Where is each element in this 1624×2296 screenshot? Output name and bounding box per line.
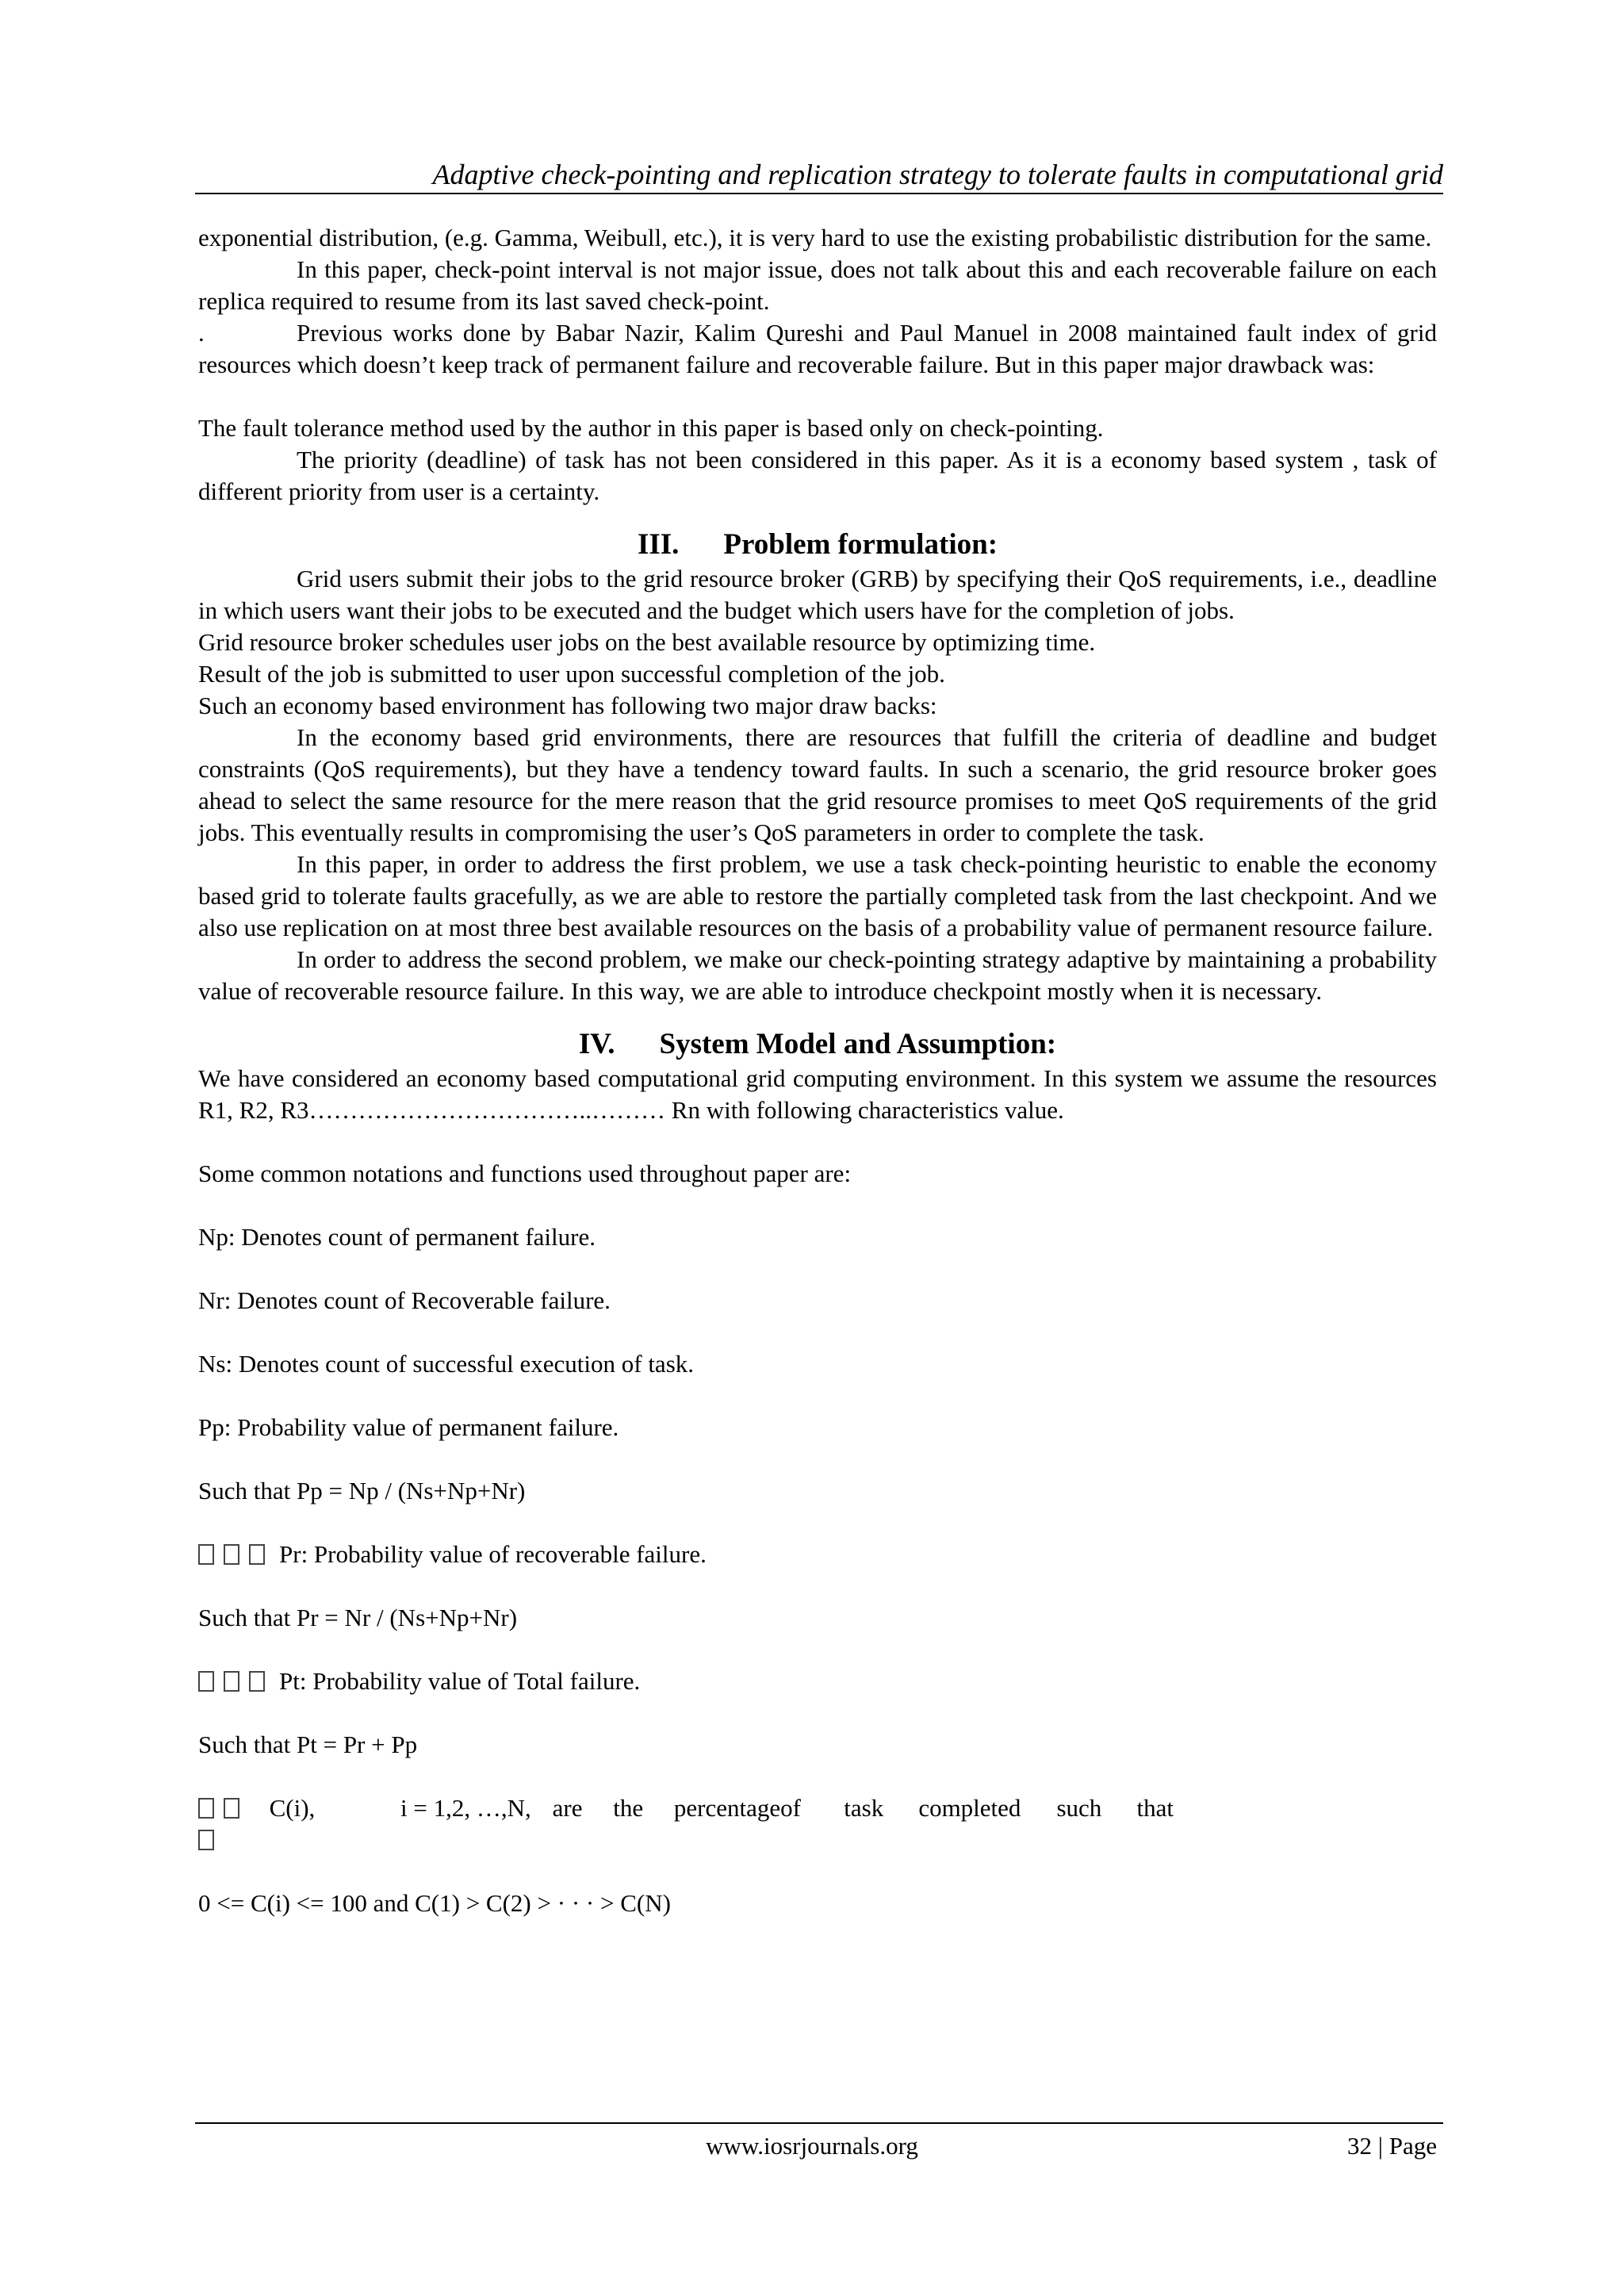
equation-ci-range: 0 <= C(i) <= 100 and C(1) > C(2) > · · · > C(N) xyxy=(198,1889,671,1917)
paragraph-grid-users: Grid users submit their jobs to the grid resource broker (GRB) by specifying their QoS requirements, i.e., deadline in which users want their jobs to be executed and the budget which users have for the completion of jobs. xyxy=(198,565,1437,624)
paragraph-second-problem: In order to address the second problem, we make our check-pointing strategy adaptive by maintaining a probability value of recoverable resource failure. In this way, we are able to introduce checkpoint mostly when it is necessary. xyxy=(198,945,1437,1005)
equation-pt: Such that Pt = Pr + Pp xyxy=(198,1731,418,1758)
notation-nr: Nr: Denotes count of Recoverable failure. xyxy=(198,1286,611,1314)
section-gap xyxy=(198,1007,1437,1026)
notation-pr-text: Pr: Probability value of recoverable failure. xyxy=(279,1540,707,1568)
ci-word: that xyxy=(1136,1794,1174,1822)
equation-pr: Such that Pr = Nr / (Ns+Np+Nr) xyxy=(198,1604,518,1631)
notation-pr xyxy=(198,1539,1437,1570)
blank-line xyxy=(198,1570,1437,1602)
section-title: System Model and Assumption: xyxy=(659,1028,1057,1060)
ci-word: C(i), xyxy=(269,1794,316,1822)
blank-line xyxy=(198,1761,1437,1792)
ci-word: the xyxy=(613,1794,644,1822)
paragraph-result: Result of the job is submitted to user upon successful completion of the job. xyxy=(198,660,945,688)
section-heading-problem xyxy=(198,527,1437,563)
notation-np: Np: Denotes count of permanent failure. xyxy=(198,1223,596,1251)
paragraph-grb-schedules: Grid resource broker schedules user jobs on the best available resource by optimizing time. xyxy=(198,628,1096,656)
paragraph-notations-intro: Some common notations and functions used throughout paper are: xyxy=(198,1159,852,1187)
notation-ci xyxy=(198,1792,1174,1856)
blank-line xyxy=(198,1634,1437,1665)
ci-word: task xyxy=(844,1794,884,1822)
ci-word: are xyxy=(552,1794,583,1822)
ci-word: such xyxy=(1056,1794,1102,1822)
notation-ns: Ns: Denotes count of successful execution of task. xyxy=(198,1350,695,1378)
missing-glyph-icon xyxy=(198,1539,274,1570)
running-header: Adaptive check-pointing and replication strategy to tolerate faults in computational grid xyxy=(432,159,1443,190)
notation-pt-text: Pt: Probability value of Total failure. xyxy=(279,1667,641,1695)
section-heading-system-model xyxy=(198,1026,1437,1063)
blank-line xyxy=(198,381,1437,412)
section-number: III. xyxy=(637,528,680,561)
ci-word: completed xyxy=(918,1794,1021,1822)
footer-url: www.iosrjournals.org xyxy=(706,2132,918,2160)
missing-glyph-icon xyxy=(198,1665,274,1697)
blank-line xyxy=(198,1190,1437,1221)
blank-line xyxy=(198,1507,1437,1539)
page-body xyxy=(198,222,1437,1919)
missing-glyph-icon xyxy=(198,1792,265,1856)
blank-line xyxy=(198,1126,1437,1158)
section-title: Problem formulation: xyxy=(723,528,998,561)
blank-line xyxy=(198,1856,1437,1888)
ci-word: of xyxy=(780,1794,801,1822)
page-number: 32 | Page xyxy=(1347,2132,1437,2160)
stray-dot: . xyxy=(198,319,205,347)
equation-pp: Such that Pp = Np / (Ns+Np+Nr) xyxy=(198,1477,526,1504)
paragraph-economy-environments: In the economy based grid environments, there are resources that fulfill the criteria of deadline and budget constraints (QoS requirements), but they have a tendency toward faults. In such a scenario, the grid resource broker goes ahead to select the same resource for the mere reason that the grid resource promises to meet QoS requirements of the grid jobs. This eventually results in compromising the user’s QoS parameters in order to complete the task. xyxy=(198,723,1437,846)
paragraph-checkpoint-interval: In this paper, check-point interval is not major issue, does not talk about this and each recoverable failure on each replica required to resume from its last saved check-point. xyxy=(198,255,1437,315)
blank-line xyxy=(198,1380,1437,1412)
paragraph-drawback-2: The priority (deadline) of task has not been considered in this paper. As it is a economy based system , task of different priority from user is a certainty. xyxy=(198,446,1437,505)
ci-word: i = 1,2, …,N, xyxy=(400,1794,531,1822)
paragraph-previous-works-text: Previous works done by Babar Nazir, Kalim Qureshi and Paul Manuel in 2008 maintained fault index of grid resources which doesn’t keep track of permanent failure and recoverable failure. But in this paper major drawback was: xyxy=(198,319,1437,378)
paragraph-draw-backs: Such an economy based environment has following two major draw backs: xyxy=(198,692,937,719)
paragraph-previous-works xyxy=(198,317,1437,381)
paragraph-first-problem: In this paper, in order to address the first problem, we use a task check-pointing heuristic to enable the economy based grid to tolerate faults gracefully, as we are able to restore the partially completed task from the last checkpoint. And we also use replication on at most three best available resources on the basis of a probability value of permanent resource failure. xyxy=(198,850,1437,941)
blank-line xyxy=(198,1697,1437,1729)
blank-line xyxy=(198,1317,1437,1348)
paragraph-drawback-1: The fault tolerance method used by the author in this paper is based only on check-pointing. xyxy=(198,414,1104,442)
paragraph-continuation: exponential distribution, (e.g. Gamma, Weibull, etc.), it is very hard to use the existing probabilistic distribution for the same. xyxy=(198,224,1432,251)
notation-pt xyxy=(198,1665,1437,1697)
footer-rule xyxy=(195,2122,1443,2124)
section-number: IV. xyxy=(578,1028,615,1060)
notation-pp: Pp: Probability value of permanent failure. xyxy=(198,1413,619,1441)
header-rule xyxy=(195,193,1443,194)
section-gap xyxy=(198,508,1437,527)
ci-word: percentage xyxy=(673,1794,781,1822)
blank-line xyxy=(198,1443,1437,1475)
paragraph-system-model: We have considered an economy based computational grid computing environment. In this system we assume the resources R1, R2, R3……………………………..……… Rn with following characteristics value. xyxy=(198,1064,1437,1124)
blank-line xyxy=(198,1253,1437,1285)
